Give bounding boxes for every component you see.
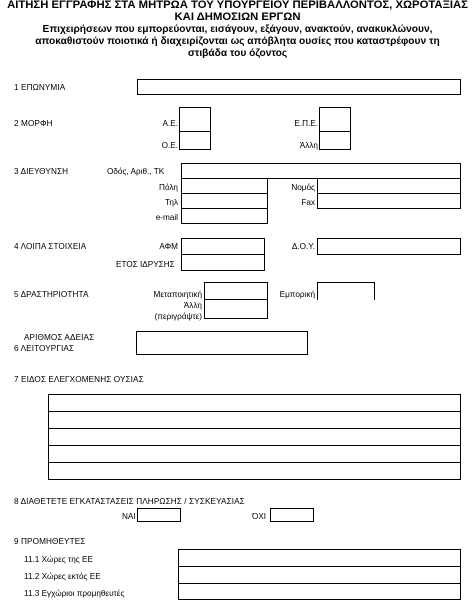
form-subtitle-line3: στιβάδα του όζοντος — [187, 48, 288, 59]
alli-drastiriotita-field[interactable] — [204, 299, 268, 319]
section-1-label: 1 ΕΠΩΝΥΜΙΑ — [14, 83, 66, 92]
ae-label: Α.Ε. — [162, 119, 178, 128]
section-6-label-line2: 6 ΛΕΙΤΟΥΡΓΙΑΣ — [14, 344, 75, 353]
emporiki-box-top — [317, 282, 375, 283]
perigrapste-label: (περιγράψτε) — [154, 312, 202, 321]
section-7-label: 7 ΕΙΔΟΣ ΕΛΕΓΧΟΜΕΝΗΣ ΟΥΣΙΑΣ — [14, 375, 144, 384]
egxorioi-promitheftes-label: 11.3 Εγχώριοι προμηθευτές — [24, 589, 125, 598]
promitheftes-row-line — [179, 583, 460, 584]
section-6-label-line1: ΑΡΙΘΜΟΣ ΑΔΕΙΑΣ — [24, 333, 95, 342]
oxi-checkbox[interactable] — [270, 508, 314, 522]
nomos-field[interactable] — [317, 178, 461, 194]
ousia-row-line — [49, 428, 460, 429]
alli-drastiriotita-label: Άλλη — [183, 301, 202, 310]
section-8-label: 8 ΔΙΑΘΕΤΕΤΕ ΕΓΚΑΤΑΣΤΑΣΕΙΣ ΠΛΗΡΩΣΗΣ / ΣΥΣΚΕΥΑΣΙΑΣ — [14, 497, 245, 506]
alli-morfi-label: Άλλη — [299, 141, 318, 150]
emporiki-label: Εμπορική — [279, 290, 315, 299]
ousia-row-line — [49, 462, 460, 463]
poli-field[interactable] — [181, 178, 268, 194]
emporiki-box-left — [317, 282, 318, 300]
email-field[interactable] — [181, 208, 268, 224]
metapoiitiki-label: Μεταποιητική — [153, 290, 202, 299]
afm-field[interactable] — [181, 238, 265, 255]
xores-ee-label: 11.1 Χώρες της ΕΕ — [24, 555, 93, 564]
section-5-label: 5 ΔΡΑΣΤΗΡΙΟΤΗΤΑ — [14, 290, 89, 299]
oxi-label: ΌΧΙ — [252, 512, 267, 521]
alli-morfi-checkbox[interactable] — [319, 131, 351, 150]
ousia-table[interactable] — [48, 394, 461, 480]
promitheftes-row-line — [179, 566, 460, 567]
fax-field[interactable] — [317, 193, 461, 209]
company-name-field[interactable] — [137, 79, 461, 95]
form-subtitle-line2: αποκαθιστούν ποιοτικά ή διαχειρίζονται ως απόβλητα ουσίες που καταστρέφουν τη — [35, 36, 440, 47]
ousia-row-line — [49, 411, 460, 412]
nomos-label: Νομός — [291, 183, 315, 192]
email-label: e-mail — [155, 213, 178, 222]
odos-label: Οδός, Αριθ., ΤΚ — [107, 167, 165, 176]
epe-checkbox[interactable] — [319, 107, 351, 132]
form-title-line1: ΑΙΤΗΣΗ ΕΓΓΡΑΦΗΣ ΣΤΑ ΜΗΤΡΩΑ ΤΟΥ ΥΠΟΥΡΓΕΙΟΥ ΠΕΡΙΒΑΛΛΟΝΤΟΣ, ΧΩΡΟΤΑΞΙΑΣ — [7, 0, 468, 11]
etos-idrysis-field[interactable] — [181, 254, 265, 271]
til-label: Τηλ — [164, 198, 178, 207]
etos-idrysis-label: ΕΤΟΣ ΙΔΡΥΣΗΣ — [116, 260, 175, 269]
section-3-label: 3 ΔΙΕΥΘΥΝΣΗ — [14, 167, 69, 176]
section-4-label: 4 ΛΟΙΠΑ ΣΤΟΙΧΕΙΑ — [14, 242, 87, 251]
doy-field[interactable] — [317, 238, 461, 255]
ousia-row-line — [49, 445, 460, 446]
section-2-label: 2 ΜΟΡΦΗ — [14, 119, 53, 128]
adeia-leitourgias-field[interactable] — [136, 331, 308, 355]
promitheftes-table[interactable] — [178, 549, 461, 600]
oe-checkbox[interactable] — [179, 131, 211, 150]
odos-field[interactable] — [181, 163, 461, 179]
metapoiitiki-checkbox[interactable] — [204, 282, 268, 300]
til-field[interactable] — [181, 193, 268, 209]
poli-label: Πόλη — [159, 183, 178, 192]
epe-label: Ε.Π.Ε. — [294, 119, 318, 128]
emporiki-checkbox[interactable] — [374, 282, 375, 300]
doy-label: Δ.Ο.Υ. — [291, 242, 315, 251]
section-9-label: 9 ΠΡΟΜΗΘΕΥΤΕΣ — [14, 537, 86, 546]
afm-label: ΑΦΜ — [159, 242, 178, 251]
oe-label: Ο.Ε. — [161, 141, 178, 150]
nai-label: ΝΑΙ — [122, 512, 136, 521]
nai-checkbox[interactable] — [137, 508, 181, 522]
form-title-line2: ΚΑΙ ΔΗΜΟΣΙΩΝ ΕΡΓΩΝ — [174, 11, 301, 23]
ae-checkbox[interactable] — [179, 107, 211, 132]
xores-ektos-ee-label: 11.2 Χώρες εκτός ΕΕ — [24, 572, 101, 581]
fax-label: Fax — [301, 198, 315, 207]
form-subtitle-line1: Επιχειρήσεων που εμπορεύονται, εισάγουν, εξάγουν, ανακτούν, ανακυκλώνουν, — [42, 24, 433, 35]
